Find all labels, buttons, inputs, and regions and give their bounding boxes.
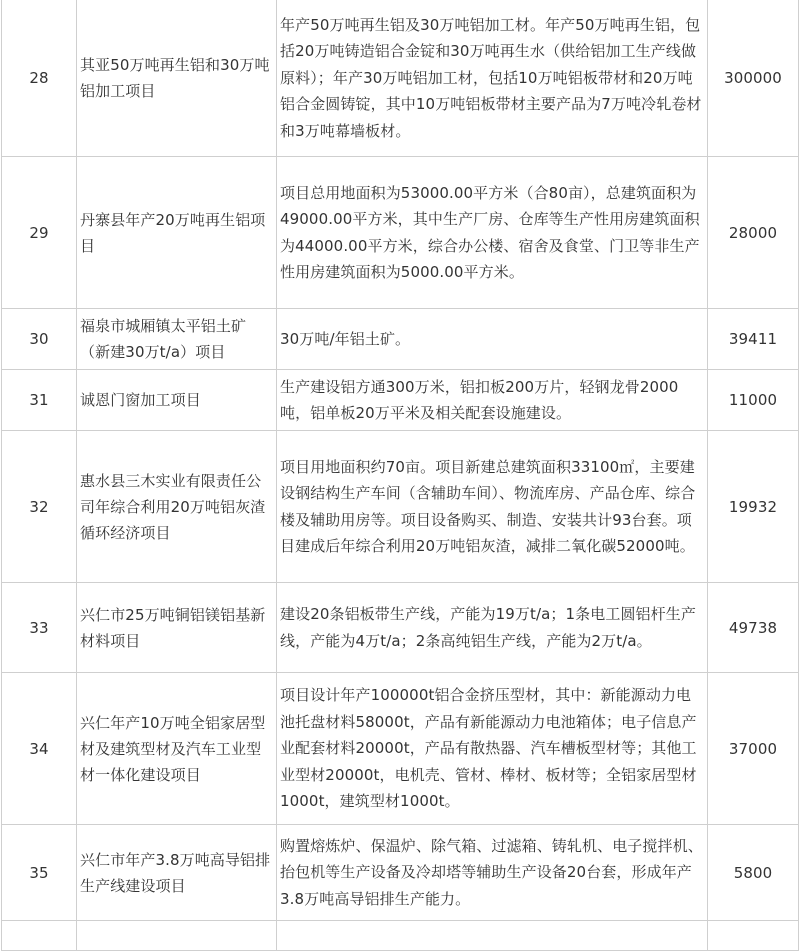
project-investment: 5800 [708, 825, 799, 921]
project-description: 购置熔炼炉、保温炉、除气箱、过滤箱、铸轧机、电子搅拌机、抬包机等生产设备及冷却塔等辅助生产设备20台套，形成年产3.8万吨高导铝排生产能力。 [277, 825, 708, 921]
project-investment: 49738 [708, 583, 799, 673]
row-number: 31 [2, 370, 77, 431]
table-row [2, 0, 799, 157]
project-description: 建设20条铝板带生产线，产能为19万t/a；1条电工圆铝杆生产线，产能为4万t/a；2条高纯铝生产线，产能为2万t/a。 [277, 583, 708, 673]
project-investment: 300000 [708, 0, 799, 157]
row-number: 34 [2, 673, 77, 825]
project-investment: 28000 [708, 157, 799, 309]
table-row [2, 309, 799, 370]
project-description: 项目设计年产100000t铝合金挤压型材，其中：新能源动力电池托盘材料58000t，产品有新能源动力电池箱体；电子信息产业配套材料20000t，产品有散热器、汽车槽板型材等；其他工业型材20000t，电机壳、管材、棒材、板材等；全铝家居型材1000t，建筑型材1000t。 [277, 673, 708, 825]
project-table [1, 0, 799, 951]
table-row [2, 370, 799, 431]
project-investment-empty [708, 921, 799, 951]
project-description-empty [277, 921, 708, 951]
project-investment: 39411 [708, 309, 799, 370]
project-name: 诚恩门窗加工项目 [77, 370, 277, 431]
row-number: 28 [2, 0, 77, 157]
project-name: 福泉市城厢镇太平铝土矿（新建30万t/a）项目 [77, 309, 277, 370]
row-number: 35 [2, 825, 77, 921]
project-name: 惠水县三木实业有限责任公司年综合利用20万吨铝灰渣循环经济项目 [77, 431, 277, 583]
table-row [2, 673, 799, 825]
row-number: 30 [2, 309, 77, 370]
project-name: 丹寨县年产20万吨再生铝项目 [77, 157, 277, 309]
table-row [2, 157, 799, 309]
table-row [2, 583, 799, 673]
table-row [2, 431, 799, 583]
project-description: 生产建设铝方通300万米，铝扣板200万片，轻钢龙骨2000吨，铝单板20万平米及相关配套设施建设。 [277, 370, 708, 431]
project-investment: 19932 [708, 431, 799, 583]
project-name-empty [77, 921, 277, 951]
project-description: 项目总用地面积为53000.00平方米（合80亩），总建筑面积为49000.00平方米，其中生产厂房、仓库等生产性用房建筑面积为44000.00平方米，综合办公楼、宿舍及食堂、门卫等非生产性用房建筑面积为5000.00平方米。 [277, 157, 708, 309]
project-investment: 11000 [708, 370, 799, 431]
table-row [2, 825, 799, 921]
project-description: 30万吨/年铝土矿。 [277, 309, 708, 370]
project-name: 其亚50万吨再生铝和30万吨铝加工项目 [77, 0, 277, 157]
row-number: 32 [2, 431, 77, 583]
project-investment: 37000 [708, 673, 799, 825]
row-number: 33 [2, 583, 77, 673]
project-name: 兴仁市年产3.8万吨高导铝排生产线建设项目 [77, 825, 277, 921]
project-name: 兴仁年产10万吨全铝家居型材及建筑型材及汽车工业型材一体化建设项目 [77, 673, 277, 825]
row-number: 29 [2, 157, 77, 309]
table-row-partial [2, 921, 799, 951]
project-description: 年产50万吨再生铝及30万吨铝加工材。年产50万吨再生铝，包括20万吨铸造铝合金锭和30万吨再生水（供给铝加工生产线做原料）；年产30万吨铝加工材，包括10万吨铝板带材和20万吨铝合金圆铸锭，其中10万吨铝板带材主要产品为7万吨冷轧卷材和3万吨幕墙板材。 [277, 0, 708, 157]
row-number-empty [2, 921, 77, 951]
project-name: 兴仁市25万吨铜铝镁铝基新材料项目 [77, 583, 277, 673]
project-description: 项目用地面积约70亩。项目新建总建筑面积33100㎡，主要建设钢结构生产车间（含辅助车间）、物流库房、产品仓库、综合楼及辅助用房等。项目设备购买、制造、安装共计93台套。项目建成后年综合利用20万吨铝灰渣，减排二氧化碳52000吨。 [277, 431, 708, 583]
